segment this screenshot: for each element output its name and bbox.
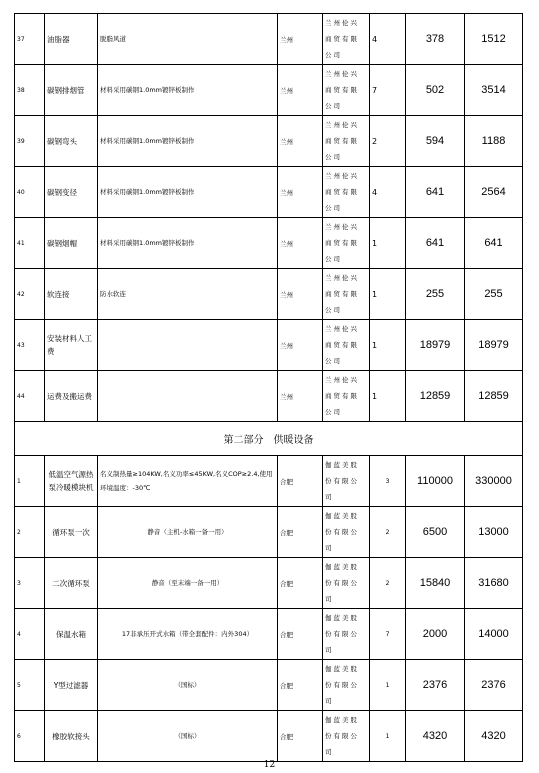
item-name: 碳钢排烟管: [45, 65, 98, 116]
item-unit-price: 4320: [406, 711, 465, 762]
table-row: [15, 507, 523, 558]
equipment-table: [14, 13, 523, 762]
item-total: 330000: [465, 456, 523, 507]
item-spec: （国标）: [98, 711, 278, 762]
row-number: 1: [15, 456, 45, 507]
item-name: 软连接: [45, 269, 98, 320]
item-quantity: 7: [370, 65, 406, 116]
item-quantity: 1: [370, 320, 406, 371]
item-unit-price: 15840: [406, 558, 465, 609]
page-number: 12: [263, 760, 276, 770]
table-row: [15, 660, 523, 711]
row-number: 6: [15, 711, 45, 762]
item-origin: 兰州: [278, 371, 323, 422]
item-origin: 兰州: [278, 65, 323, 116]
item-unit-price: 110000: [406, 456, 465, 507]
item-name: 碳钢变径: [45, 167, 98, 218]
item-name: 二次循环泵: [45, 558, 98, 609]
item-unit-price: 641: [406, 167, 465, 218]
item-spec: 材料采用碳钢1.0mm镀锌板制作: [98, 167, 278, 218]
item-total: 1512: [465, 14, 523, 65]
item-quantity: 1: [370, 371, 406, 422]
row-number: 3: [15, 558, 45, 609]
item-total: 641: [465, 218, 523, 269]
item-unit-price: 594: [406, 116, 465, 167]
item-supplier: 伽蓝美股份有限公司: [323, 711, 370, 762]
item-origin: 合肥: [278, 507, 323, 558]
item-spec: 静音（至末端一备一用）: [98, 558, 278, 609]
item-unit-price: 2000: [406, 609, 465, 660]
item-unit-price: 255: [406, 269, 465, 320]
item-total: 2376: [465, 660, 523, 711]
table-row: [15, 14, 523, 65]
row-number: 40: [15, 167, 45, 218]
table-body: [15, 14, 523, 762]
item-origin: 合肥: [278, 456, 323, 507]
item-spec: [98, 320, 278, 371]
item-spec: 防水软连: [98, 269, 278, 320]
table-row: [15, 558, 523, 609]
item-origin: 合肥: [278, 558, 323, 609]
item-name: 碳钢烟帽: [45, 218, 98, 269]
item-quantity: 2: [370, 507, 406, 558]
item-spec: 材料采用碳钢1.0mm镀锌板制作: [98, 65, 278, 116]
item-unit-price: 18979: [406, 320, 465, 371]
item-spec: 材料采用碳钢1.0mm镀锌板制作: [98, 116, 278, 167]
item-total: 31680: [465, 558, 523, 609]
item-origin: 兰州: [278, 116, 323, 167]
item-supplier: 伽蓝美股份有限公司: [323, 558, 370, 609]
item-unit-price: 12859: [406, 371, 465, 422]
item-origin: 兰州: [278, 218, 323, 269]
item-name: 保温水箱: [45, 609, 98, 660]
item-quantity: 3: [370, 456, 406, 507]
item-name: 运费及搬运费: [45, 371, 98, 422]
item-total: 18979: [465, 320, 523, 371]
item-quantity: 1: [370, 269, 406, 320]
item-origin: 合肥: [278, 609, 323, 660]
item-quantity: 1: [370, 711, 406, 762]
item-total: 12859: [465, 371, 523, 422]
item-quantity: 4: [370, 14, 406, 65]
item-total: 13000: [465, 507, 523, 558]
item-supplier: 兰州伦兴商贸有限公司: [323, 65, 370, 116]
item-total: 2564: [465, 167, 523, 218]
item-supplier: 兰州伦兴商贸有限公司: [323, 167, 370, 218]
item-supplier: 伽蓝美股份有限公司: [323, 609, 370, 660]
item-spec: [98, 371, 278, 422]
row-number: 44: [15, 371, 45, 422]
item-origin: 兰州: [278, 167, 323, 218]
row-number: 38: [15, 65, 45, 116]
item-quantity: 1: [370, 218, 406, 269]
item-unit-price: 641: [406, 218, 465, 269]
item-quantity: 2: [370, 558, 406, 609]
item-total: 255: [465, 269, 523, 320]
table-row: [15, 65, 523, 116]
table-row: [15, 711, 523, 762]
table-row: [15, 609, 523, 660]
item-supplier: 伽蓝美股份有限公司: [323, 507, 370, 558]
item-spec: 17非承压开式水箱（带全套配件：内外304）: [98, 609, 278, 660]
item-quantity: 2: [370, 116, 406, 167]
item-supplier: 兰州伦兴商贸有限公司: [323, 371, 370, 422]
item-total: 1188: [465, 116, 523, 167]
item-name: 安装材料人工费: [45, 320, 98, 371]
item-name: 低温空气源热泵冷暖模块机: [45, 456, 98, 507]
item-supplier: 伽蓝美股份有限公司: [323, 660, 370, 711]
table-row: [15, 167, 523, 218]
row-number: 43: [15, 320, 45, 371]
item-origin: 合肥: [278, 711, 323, 762]
section-header-row: [15, 422, 523, 456]
item-total: 4320: [465, 711, 523, 762]
item-name: 油脂器: [45, 14, 98, 65]
item-origin: 兰州: [278, 14, 323, 65]
item-unit-price: 502: [406, 65, 465, 116]
item-supplier: 兰州伦兴商贸有限公司: [323, 116, 370, 167]
item-spec: 材料采用碳钢1.0mm镀锌板制作: [98, 218, 278, 269]
table-row: [15, 218, 523, 269]
item-supplier: 伽蓝美股份有限公司: [323, 456, 370, 507]
item-supplier: 兰州伦兴商贸有限公司: [323, 218, 370, 269]
item-unit-price: 378: [406, 14, 465, 65]
item-supplier: 兰州伦兴商贸有限公司: [323, 269, 370, 320]
item-supplier: 兰州伦兴商贸有限公司: [323, 14, 370, 65]
row-number: 4: [15, 609, 45, 660]
item-unit-price: 6500: [406, 507, 465, 558]
row-number: 41: [15, 218, 45, 269]
item-spec: 名义制热量≥104KW,名义功率≤45KW,名义COP≥2.4,使用环境温度：-30℃: [98, 456, 278, 507]
item-spec: 静音（主机-水箱一备一用）: [98, 507, 278, 558]
item-spec: 脱脂风道: [98, 14, 278, 65]
row-number: 42: [15, 269, 45, 320]
item-total: 14000: [465, 609, 523, 660]
table-row: [15, 320, 523, 371]
item-origin: 兰州: [278, 320, 323, 371]
item-supplier: 兰州伦兴商贸有限公司: [323, 320, 370, 371]
row-number: 5: [15, 660, 45, 711]
item-spec: （国标）: [98, 660, 278, 711]
table-row: [15, 116, 523, 167]
table-row: [15, 456, 523, 507]
item-origin: 兰州: [278, 269, 323, 320]
table-row: [15, 269, 523, 320]
item-quantity: 7: [370, 609, 406, 660]
row-number: 2: [15, 507, 45, 558]
item-name: 碳钢弯头: [45, 116, 98, 167]
item-unit-price: 2376: [406, 660, 465, 711]
row-number: 39: [15, 116, 45, 167]
item-quantity: 1: [370, 660, 406, 711]
item-name: 循环泵一次: [45, 507, 98, 558]
row-number: 37: [15, 14, 45, 65]
item-name: 橡胶软接头: [45, 711, 98, 762]
table-row: [15, 371, 523, 422]
item-total: 3514: [465, 65, 523, 116]
section-title: 第二部分 供暖设备: [15, 422, 523, 456]
item-quantity: 4: [370, 167, 406, 218]
item-origin: 合肥: [278, 660, 323, 711]
item-name: Y型过滤器: [45, 660, 98, 711]
